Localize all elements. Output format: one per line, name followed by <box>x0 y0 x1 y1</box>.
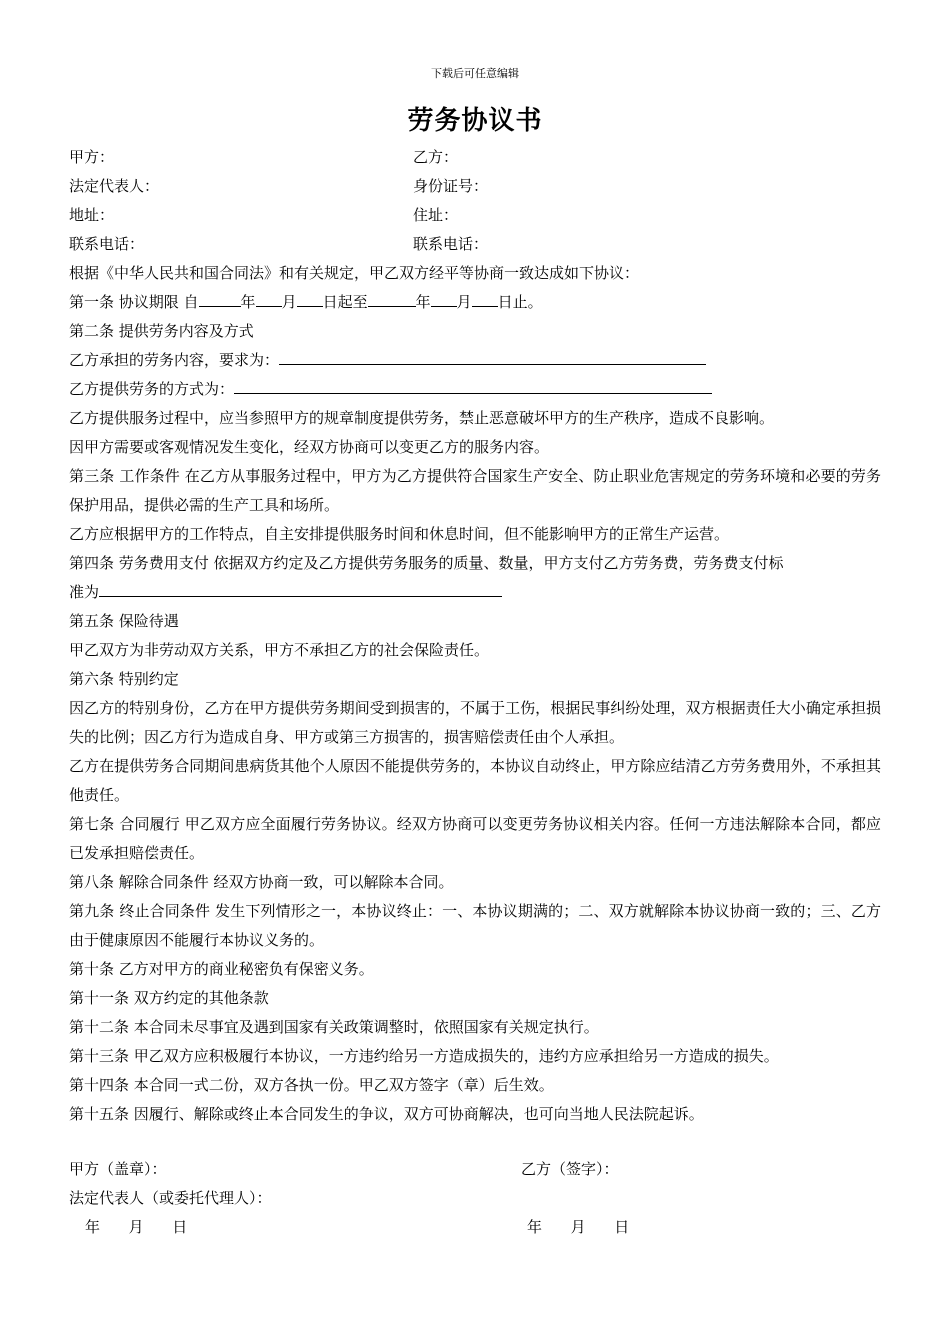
legal-rep-signature-label: 法定代表人（或委托代理人）： <box>69 1189 272 1207</box>
party-a-name-label: 甲方： <box>69 148 115 166</box>
article-1-text: 年 <box>240 293 256 311</box>
article-4-line: 第四条 劳务费用支付 依据双方约定及乙方提供劳务服务的质量、数量，甲方支付乙方劳务费，劳务费支付标 <box>69 554 784 572</box>
article-12: 第十二条 本合同未尽事宜及遇到国家有关政策调整时，依照国家有关规定执行。 <box>69 1018 599 1036</box>
article-14: 第十四条 本合同一式二份，双方各执一份。甲乙双方签字（章）后生效。 <box>69 1076 554 1094</box>
blank-line <box>234 376 712 394</box>
blank-line <box>431 289 457 307</box>
blank-line <box>279 347 706 365</box>
residence-label: 住址： <box>413 206 459 224</box>
article-3: 第三条 工作条件 在乙方从事服务过程中，甲方为乙方提供符合国家生产安全、防止职业危害规定的劳务环境和必要的劳务保护用品，提供必需的生产工具和场所。 <box>69 467 881 514</box>
article-9: 第九条 终止合同条件 发生下列情形之一，本协议终止：一、本协议期满的；二、双方就解除本协议协商一致的；三、乙方由于健康原因不能履行本协议义务的。 <box>69 902 881 949</box>
article-6-title: 第六条 特别约定 <box>69 670 179 688</box>
article-1-text: 月 <box>281 293 297 311</box>
blank-line <box>472 289 498 307</box>
paragraph: 乙方在提供劳务合同期间患病货其他个人原因不能提供劳务的，本协议自动终止，甲方除应结清乙方劳务费用外，不承担其他责任。 <box>69 757 881 804</box>
party-row <box>69 201 881 230</box>
article-11: 第十一条 双方约定的其他条款 <box>69 989 269 1007</box>
party-b-name-label: 乙方： <box>413 148 459 166</box>
article-1-text: 日止。 <box>497 293 543 311</box>
article-15: 第十五条 因履行、解除或终止本合同发生的争议，双方可协商解决，也可向当地人民法院起诉。 <box>69 1105 704 1123</box>
party-a-seal-label: 甲方（盖章）： <box>69 1160 167 1178</box>
party-b-phone-label: 联系电话： <box>413 235 489 253</box>
paragraph: 甲乙双方为非劳动双方关系，甲方不承担乙方的社会保险责任。 <box>69 641 490 659</box>
article-2-title: 第二条 提供劳务内容及方式 <box>69 322 254 340</box>
service-method-line <box>69 375 881 404</box>
service-method-label: 乙方提供劳务的方式为： <box>69 380 235 398</box>
paragraph: 乙方应根据甲方的工作特点，自主安排提供服务时间和休息时间，但不能影响甲方的正常生产运营。 <box>69 525 730 543</box>
legal-rep-label: 法定代表人： <box>69 177 160 195</box>
id-number-label: 身份证号： <box>413 177 489 195</box>
article-1 <box>69 288 881 317</box>
article-13: 第十三条 甲乙双方应积极履行本协议，一方违约给另一方造成损失的，违约方应承担给另一方造成的损失。 <box>69 1047 779 1065</box>
service-content-line <box>69 346 881 375</box>
blank-line <box>199 289 241 307</box>
article-1-text: 第一条 协议期限 自 <box>69 293 199 311</box>
address-label: 地址： <box>69 206 115 224</box>
party-a-phone-label: 联系电话： <box>69 235 145 253</box>
party-row <box>69 143 881 172</box>
article-8: 第八条 解除合同条件 经双方协商一致，可以解除本合同。 <box>69 873 454 891</box>
service-content-label: 乙方承担的劳务内容，要求为： <box>69 351 280 369</box>
article-4-text: 准为 <box>69 583 100 601</box>
paragraph: 因甲方需要或客观情况发生变化，经双方协商可以变更乙方的服务内容。 <box>69 438 550 456</box>
header-note: 下载后可任意编辑 <box>431 67 519 80</box>
article-1-text: 日起至 <box>322 293 368 311</box>
document-title: 劳务协议书 <box>407 106 543 136</box>
paragraph: 因乙方的特别身份，乙方在甲方提供劳务期间受到损害的，不属于工伤，根据民事纠纷处理，双方根据责任大小确定承担损失的比例；因乙方行为造成自身、甲方或第三方损害的，损害赔偿责任由个人承担。 <box>69 699 881 746</box>
blank-line <box>99 579 502 597</box>
party-b-signature-label: 乙方（签字）： <box>521 1160 619 1178</box>
party-row <box>69 172 881 201</box>
article-7: 第七条 合同履行 甲乙双方应全面履行劳务协议。经双方协商可以变更劳务协议相关内容。任何一方违法解除本合同，都应已发承担赔偿责任。 <box>69 815 881 862</box>
blank-line <box>256 289 282 307</box>
article-1-text: 月 <box>456 293 472 311</box>
intro-paragraph: 根据《中华人民共和国合同法》和有关规定，甲乙双方经平等协商一致达成如下协议： <box>69 264 640 282</box>
blank-line <box>368 289 416 307</box>
article-5-title: 第五条 保险待遇 <box>69 612 179 630</box>
paragraph: 乙方提供服务过程中，应当参照甲方的规章制度提供劳务，禁止恶意破坏甲方的生产秩序，造成不良影响。 <box>69 409 775 427</box>
article-10: 第十条 乙方对甲方的商业秘密负有保密义务。 <box>69 960 374 978</box>
blank-line <box>297 289 323 307</box>
agreement-body <box>69 143 881 1129</box>
article-1-text: 年 <box>415 293 431 311</box>
article-4-line <box>69 578 881 607</box>
signature-block <box>69 1155 881 1245</box>
party-a-date: 年 月 日 <box>85 1218 188 1236</box>
party-row <box>69 230 881 259</box>
party-b-date: 年 月 日 <box>527 1218 630 1236</box>
